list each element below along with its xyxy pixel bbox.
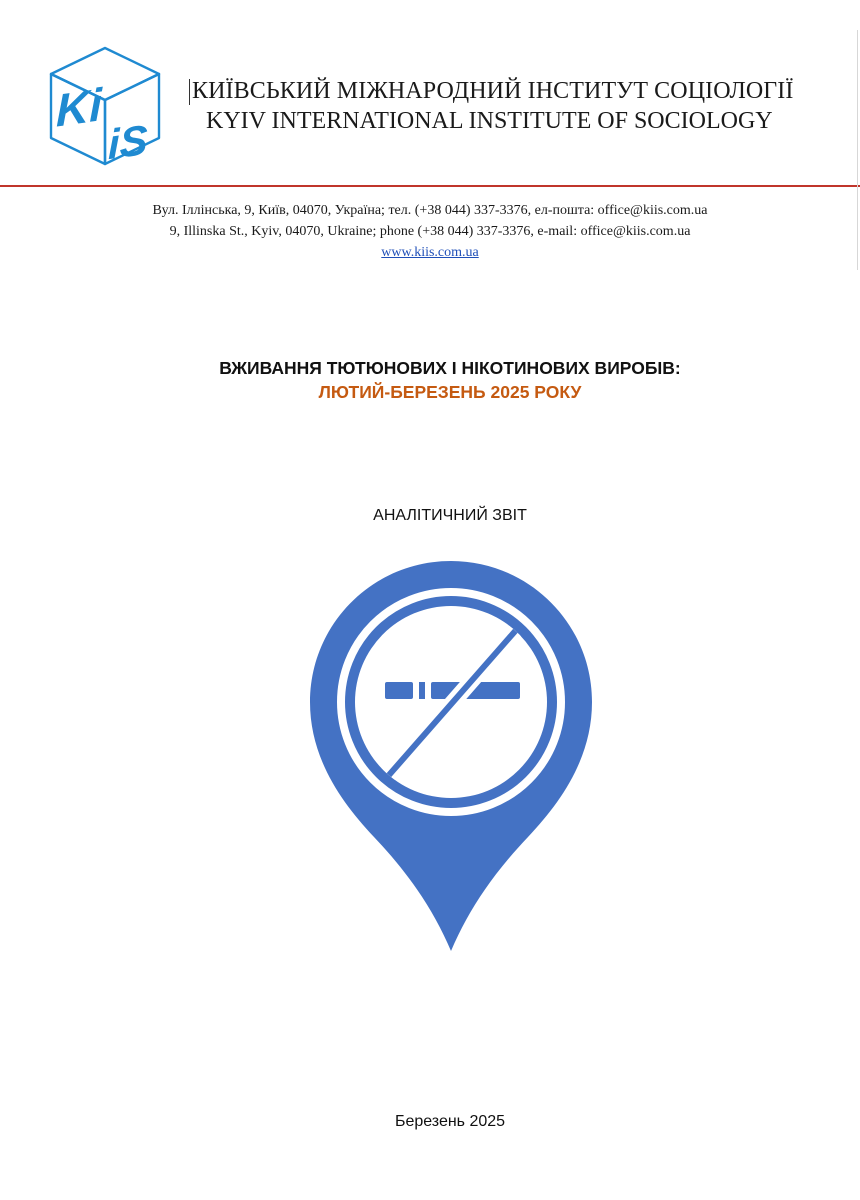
address-en: 9, Illinska St., Kyiv, 04070, Ukraine; phone (+38 044) 337-3376, e-mail: office@kiis.com.ua	[169, 224, 691, 239]
no-smoking-location-pin-icon	[310, 561, 592, 953]
report-title-line2: ЛЮТИЙ-БЕРЕЗЕНЬ 2025 РОКУ	[318, 382, 582, 402]
institute-name-en: KYIV INTERNATIONAL INSTITUTE OF SOCIOLOGY	[206, 108, 773, 134]
institute-name-ua: КИЇВСЬКИЙ МІЖНАРОДНИЙ ІНСТИТУТ СОЦІОЛОГІЇ	[192, 78, 794, 104]
kiis-logo	[46, 44, 164, 168]
address-ua: Вул. Іллінська, 9, Київ, 04070, Україна; тел. (+38 044) 337-3376, ел-пошта: office@kiis.com.ua	[152, 203, 708, 218]
report-subtitle: АНАЛІТИЧНИЙ ЗВІТ	[373, 507, 527, 524]
institute-name	[192, 76, 793, 136]
letterhead	[0, 0, 860, 186]
header-divider	[0, 185, 860, 187]
website-link[interactable]: www.kiis.com.ua	[381, 245, 479, 260]
logo-text-is: iS	[108, 115, 148, 168]
logo-text-ki: Ki	[56, 78, 102, 137]
report-title-line1: ВЖИВАННЯ ТЮТЮНОВИХ І НІКОТИНОВИХ ВИРОБІВ:	[219, 358, 681, 378]
report-date: Березень 2025	[394, 1113, 506, 1130]
report-title	[0, 356, 860, 404]
contact-block	[0, 200, 860, 263]
